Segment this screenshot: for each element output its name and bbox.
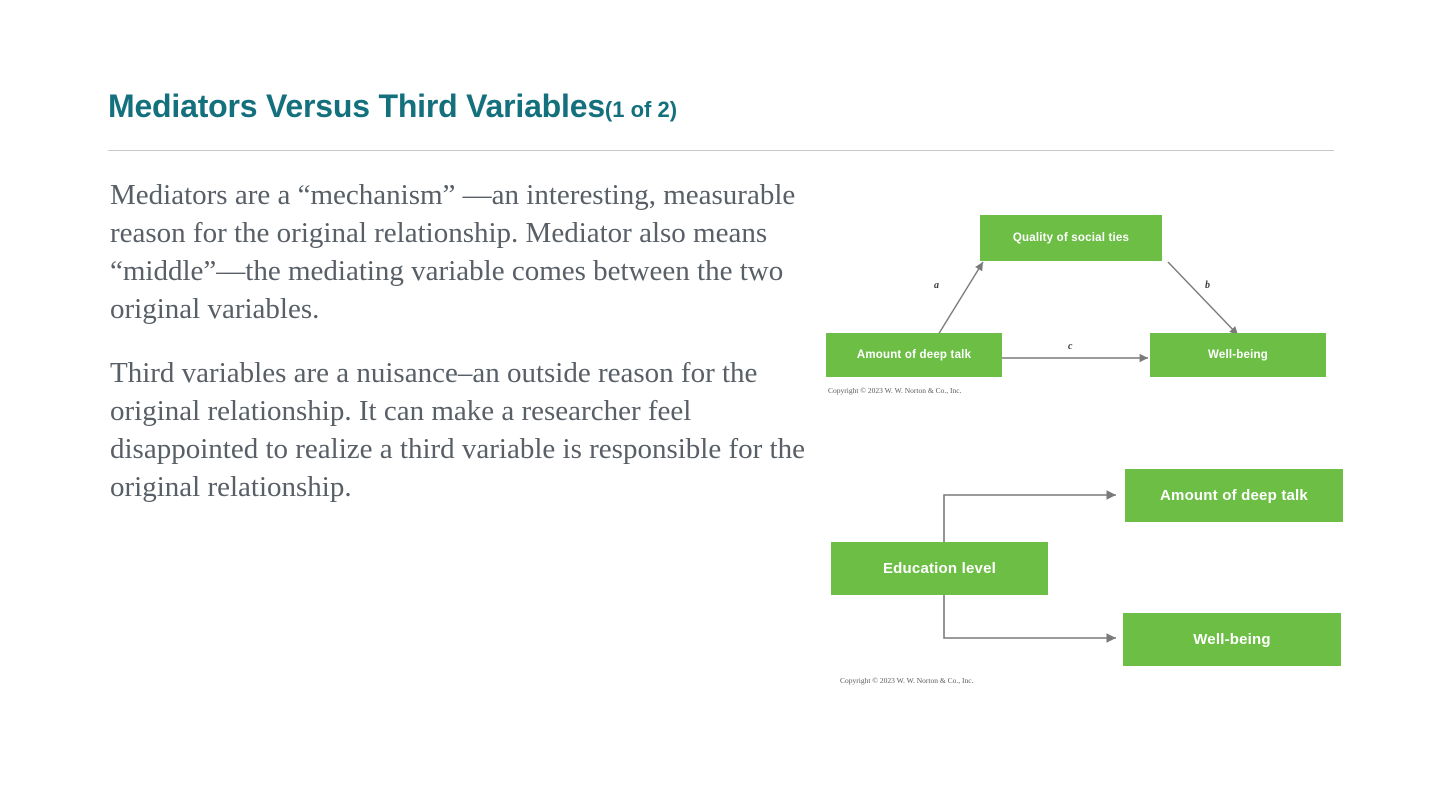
- node-label: Quality of social ties: [1012, 232, 1130, 244]
- body-text-column: [110, 176, 810, 506]
- body-paragraph-2: Third variables are a nuisance–an outside reason for the original relationship. It can make a researcher feel disappointed to realize a third variable is responsible for the original relationship.: [110, 357, 805, 503]
- node-well-being: [1150, 333, 1326, 377]
- node-label: Amount of deep talk: [1160, 487, 1308, 504]
- node-label: Amount of deep talk: [856, 349, 972, 361]
- node-amount-of-deep-talk: [826, 333, 1002, 377]
- figure-copyright: Copyright © 2023 W. W. Norton & Co., Inc.: [840, 676, 974, 685]
- third-variable-model-figure: [820, 455, 1360, 690]
- node-label: Education level: [882, 560, 997, 577]
- node-label: Well-being: [1208, 349, 1268, 361]
- node-education-level: [831, 542, 1048, 595]
- node-well-being: [1123, 613, 1341, 666]
- body-paragraph-1: Mediators are a “mechanism” —an interesting, measurable reason for the original relationship. Mediator also means “middle”—the mediating variable comes between the two original variables.: [110, 179, 796, 325]
- node-amount-of-deep-talk: [1125, 469, 1343, 522]
- path-label-b: b: [1205, 280, 1210, 291]
- node-quality-of-social-ties: [980, 215, 1162, 261]
- title-divider: [108, 150, 1334, 151]
- page-title-count: (1 of 2): [604, 97, 678, 122]
- node-label: Well-being: [1193, 631, 1271, 648]
- mediation-model-figure: [820, 200, 1360, 400]
- page-title: [108, 88, 1338, 125]
- path-label-a: a: [934, 280, 939, 291]
- page-title-text: Mediators Versus Third Variables: [108, 88, 605, 124]
- figure-copyright: Copyright © 2023 W. W. Norton & Co., Inc.: [828, 386, 962, 395]
- path-label-c: c: [1068, 341, 1073, 352]
